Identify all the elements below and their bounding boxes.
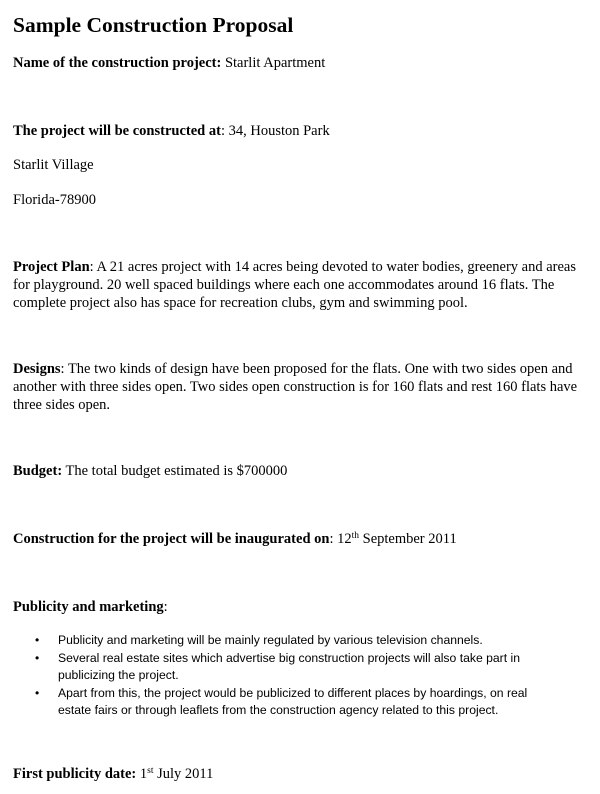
budget-line [13,462,588,480]
list-item-text: Several real estate sites which advertise big construction projects will also take part in publicizing the project. [58,650,520,682]
designs-text: : The two kinds of design have been proposed for the flats. One with two sides open and another with three sides open. Two sides open construction is for 160 flats and rest 160 flats have three sides open. [13,361,578,413]
first-publicity-line [13,765,588,783]
first-publicity-text: 1 [136,766,148,782]
budget-label: Budget: [13,463,63,479]
designs-paragraph [13,360,588,414]
list-item-text: Apart from this, the project would be publicized to different places by hoardings, on real estate fairs or through leaflets from the construction agency related to this project. [58,685,528,717]
inauguration-suffix: th [351,531,359,541]
list-item [0,632,600,650]
project-name-value: Starlit Apartment [221,55,326,71]
publicity-colon: : [163,599,168,615]
project-name-label: Name of the construction project: [13,55,222,71]
list-item-text: Publicity and marketing will be mainly regulated by various television channels. [58,633,483,647]
location-label: The project will be constructed at [13,123,221,139]
first-publicity-suffix: st [147,766,154,776]
location-line-3: Florida-78900 [13,192,96,208]
bullet-icon: • [35,685,40,700]
inauguration-month: September 2011 [359,531,457,547]
list-item [0,685,600,720]
project-plan-text: : A 21 acres project with 14 acres being devoted to water bodies, greenery and areas for playground. 20 well spaced buildings where each one accommodates around 16 flats. The complete project also has space for recreation clubs, gym and swimming pool. [13,259,577,311]
location-line-2: Starlit Village [13,157,94,173]
project-plan-paragraph [13,258,588,312]
first-publicity-label: First publicity date: [13,766,137,782]
first-publicity-month: July 2011 [153,766,214,782]
project-name-line [13,54,588,72]
project-plan-label: Project Plan [13,259,90,275]
inauguration-line [13,530,588,548]
designs-label: Designs [13,361,61,377]
inauguration-text: : 12 [329,531,352,547]
list-item [0,650,600,685]
budget-text: The total budget estimated is $700000 [62,463,288,479]
inauguration-label: Construction for the project will be inaugurated on [13,531,330,547]
location-line [13,122,588,140]
publicity-list [0,632,600,720]
page-title: Sample Construction Proposal [13,13,294,37]
publicity-heading [13,598,588,616]
bullet-icon: • [35,633,40,647]
publicity-label: Publicity and marketing [13,599,164,615]
location-value: : 34, Houston Park [220,123,330,139]
bullet-icon: • [35,650,40,665]
